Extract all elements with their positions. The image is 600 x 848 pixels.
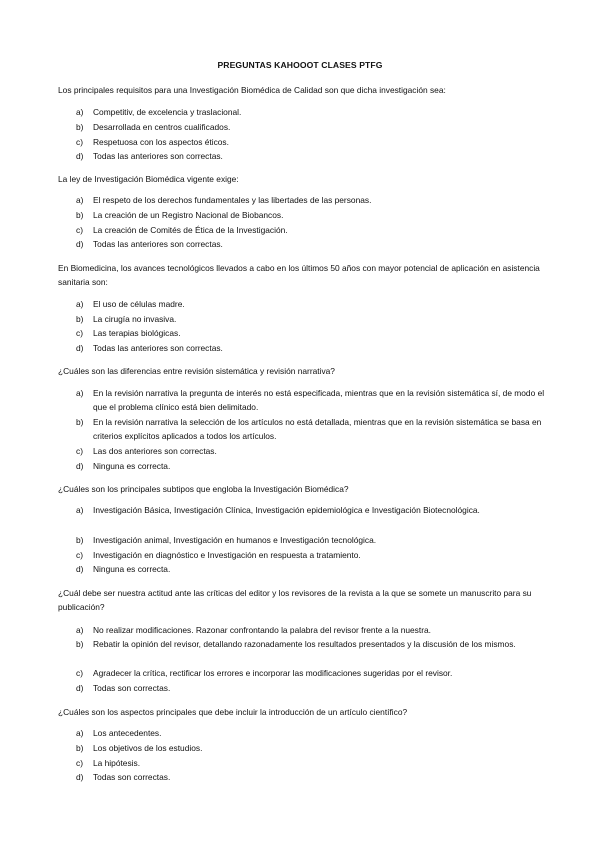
question-1-option-a [76, 106, 546, 120]
option-letter: c) [76, 328, 83, 338]
option-letter: d) [76, 151, 84, 161]
option-letter: d) [76, 343, 84, 353]
option-text: Todas las anteriores son correctas. [93, 151, 223, 161]
option-text: Ninguna es correcta. [93, 461, 171, 471]
question-3-option-c [76, 327, 546, 341]
question-7: ¿Cuáles son los aspectos principales que debe incluir la introducción de un artículo científico? [58, 707, 408, 717]
option-letter: a) [76, 625, 84, 635]
question-7-option-d [76, 771, 546, 785]
option-text: La cirugía no invasiva. [93, 314, 177, 324]
option-text: La hipótesis. [93, 758, 141, 768]
option-text: En la revisión narrativa la pregunta de interés no está especificada, mientras que en la revisión sistemática sí, de modo el que el problema clínico está bien delimitado. [93, 388, 545, 412]
question-4-option-c [76, 445, 546, 459]
option-text: Las terapias biológicas. [93, 328, 181, 338]
option-letter: d) [76, 461, 84, 471]
option-letter: c) [76, 550, 83, 560]
option-letter: b) [76, 535, 84, 545]
question-7-option-b [76, 742, 546, 756]
question-4-option-b [76, 416, 546, 443]
option-letter: a) [76, 388, 84, 398]
question-1-option-b [76, 121, 546, 135]
option-letter: b) [76, 210, 84, 220]
option-text: Investigación animal, Investigación en humanos e Investigación tecnológica. [93, 535, 377, 545]
option-text: Ninguna es correcta. [93, 564, 171, 574]
option-text: Desarrollada en centros cualificados. [93, 122, 231, 132]
option-letter: a) [76, 728, 84, 738]
option-letter: c) [76, 137, 83, 147]
question-1: Los principales requisitos para una Investigación Biomédica de Calidad son que dicha investigación sea: [58, 85, 446, 95]
option-letter: c) [76, 225, 83, 235]
question-3-option-d [76, 342, 546, 356]
option-text: El uso de células madre. [93, 299, 185, 309]
option-text: Respetuosa con los aspectos éticos. [93, 137, 229, 147]
question-3-option-b [76, 313, 546, 327]
question-7-option-c [76, 757, 546, 771]
option-letter: d) [76, 564, 84, 574]
option-text: Competitiv, de excelencia y traslacional. [93, 107, 242, 117]
option-text: Las dos anteriores son correctas. [93, 446, 217, 456]
option-text: En la revisión narrativa la selección de los artículos no está detallada, mientras que en la revisión sistemática se basa en criterios explícitos aplicados a todos los artículos. [93, 417, 542, 441]
question-6-option-d [76, 682, 546, 696]
document-title: PREGUNTAS KAHOOOT CLASES PTFG [217, 60, 383, 70]
option-letter: c) [76, 758, 83, 768]
option-letter: a) [76, 505, 84, 515]
option-text: Investigación en diagnóstico e Investigación en respuesta a tratamiento. [93, 550, 361, 560]
question-4-option-d [76, 460, 546, 474]
option-text: El respeto de los derechos fundamentales y las libertades de las personas. [93, 195, 372, 205]
question-6-option-b [76, 638, 546, 652]
option-text: Rebatir la opinión del revisor, detallando razonadamente los resultados presentados y la discusión de los mismos. [93, 639, 516, 649]
option-text: Todas son correctas. [93, 683, 171, 693]
option-letter: d) [76, 772, 84, 782]
question-5-option-d [76, 563, 546, 577]
question-5-option-c [76, 549, 546, 563]
option-letter: b) [76, 743, 84, 753]
option-text: Los antecedentes. [93, 728, 162, 738]
question-2-option-b [76, 209, 546, 223]
option-letter: d) [76, 239, 84, 249]
question-2-option-a [76, 194, 546, 208]
option-letter: a) [76, 107, 84, 117]
option-text: La creación de Comités de Ética de la Investigación. [93, 225, 288, 235]
question-2: La ley de Investigación Biomédica vigente exige: [58, 174, 239, 184]
question-2-option-c [76, 224, 546, 238]
option-letter: b) [76, 639, 84, 649]
question-5: ¿Cuáles son los principales subtipos que engloba la Investigación Biomédica? [58, 484, 349, 494]
question-3-option-a [76, 298, 546, 312]
option-text: Todas son correctas. [93, 772, 171, 782]
option-text: Agradecer la crítica, rectificar los errores e incorporar las modificaciones sugeridas por el revisor. [93, 668, 453, 678]
option-text: La creación de un Registro Nacional de Biobancos. [93, 210, 284, 220]
option-text: Investigación Básica, Investigación Clínica, Investigación epidemiológica e Investigación Biotecnológica. [93, 505, 480, 515]
option-text: Los objetivos de los estudios. [93, 743, 203, 753]
question-6-option-a [76, 624, 546, 638]
option-letter: a) [76, 299, 84, 309]
option-text: Todas las anteriores son correctas. [93, 343, 223, 353]
question-5-option-a [76, 504, 546, 518]
question-1-option-c [76, 136, 546, 150]
option-letter: b) [76, 314, 84, 324]
question-7-option-a [76, 727, 546, 741]
question-4: ¿Cuáles son las diferencias entre revisión sistemática y revisión narrativa? [58, 366, 335, 376]
option-letter: b) [76, 417, 84, 427]
option-letter: a) [76, 195, 84, 205]
option-letter: c) [76, 668, 83, 678]
question-3: En Biomedicina, los avances tecnológicos llevados a cabo en los últimos 50 años con mayor potencial de aplicación en asistencia sanitaria son: [58, 263, 540, 287]
option-text: Todas las anteriores son correctas. [93, 239, 223, 249]
option-letter: d) [76, 683, 84, 693]
question-2-option-d [76, 238, 546, 252]
question-6: ¿Cuál debe ser nuestra actitud ante las críticas del editor y los revisores de la revista a la que se somete un manuscrito para su publicación? [58, 588, 532, 612]
question-4-option-a [76, 387, 546, 414]
option-letter: b) [76, 122, 84, 132]
option-text: No realizar modificaciones. Razonar confrontando la palabra del revisor frente a la nuestra. [93, 625, 431, 635]
option-letter: c) [76, 446, 83, 456]
question-1-option-d [76, 150, 546, 164]
question-6-option-c [76, 667, 546, 681]
question-5-option-b [76, 534, 546, 548]
